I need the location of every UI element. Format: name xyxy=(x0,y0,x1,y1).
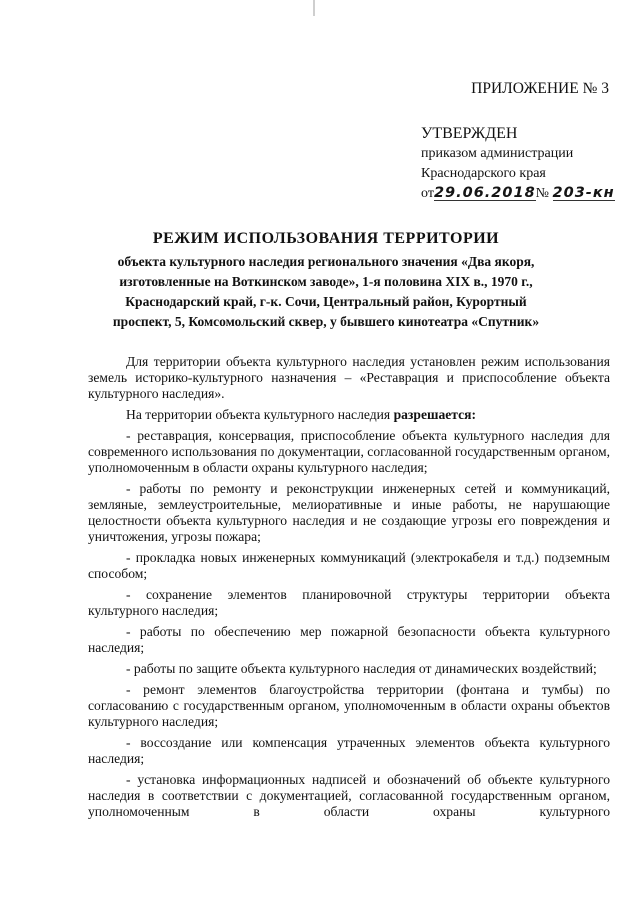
handwritten-date: 29.06.2018 xyxy=(433,185,536,201)
subtitle-line-3: Краснодарский край, г-к. Сочи, Центральный район, Курортный xyxy=(125,294,527,309)
approval-block xyxy=(421,124,615,204)
list-item: - работы по обеспечению мер пожарной безопасности объекта культурного наследия; xyxy=(88,624,610,655)
document-body xyxy=(88,354,610,820)
annex-label: ПРИЛОЖЕНИЕ № 3 xyxy=(471,80,609,97)
allowed-prefix: На территории объекта культурного наследия xyxy=(126,407,391,422)
subtitle-line-4: проспект, 5, Комсомольский сквер, у бывшего кинотеатра «Спутник» xyxy=(112,314,540,329)
subtitle-line-1: объекта культурного наследия регионального значения «Два якоря, xyxy=(117,254,535,269)
scan-top-mark xyxy=(313,0,315,16)
list-item: - сохранение элементов планировочной структуры территории объекта культурного наследия; xyxy=(88,587,610,618)
list-item: - ремонт элементов благоустройства территории (фонтана и тумбы) по согласованию с государственным органом, уполномоченным в области охраны объектов культурного наследия; xyxy=(88,682,610,729)
from-label: от xyxy=(421,186,434,201)
handwritten-number: 203-кн xyxy=(552,185,615,201)
allowed-keyword: разрешается: xyxy=(393,407,477,422)
list-item: - установка информационных надписей и обозначений об объекте культурного наследия в соответствии с документацией, согласованной государственным органом, уполномоченным в области охраны культурного xyxy=(88,772,610,819)
intro-paragraph: Для территории объекта культурного наследия установлен режим использования земель историко-культурного назначения – «Реставрация и приспособление объекта культурного наследия». xyxy=(88,354,610,401)
document-title xyxy=(60,230,592,332)
approval-line-1: приказом администрации xyxy=(421,146,574,161)
list-item: - работы по защите объекта культурного наследия от динамических воздействий; xyxy=(126,661,597,676)
list-item: - реставрация, консервация, приспособление объекта культурного наследия для современного использования по документации, согласованной государственным органом, уполномоченным в области охраны культурного наследия; xyxy=(88,428,610,475)
number-label: № xyxy=(535,186,550,201)
approval-date-line xyxy=(421,184,615,204)
list-item: - прокладка новых инженерных коммуникаций (электрокабеля и т.д.) подземным способом; xyxy=(88,550,610,581)
list-item: - работы по ремонту и реконструкции инженерных сетей и коммуникаций, земляные, землеустроительные, мелиоративные и иные работы, не нарушающие целостности объекта культурного наследия и не создающие угрозы его повреждения и уничтожения, угрозы пожара; xyxy=(88,481,610,544)
title-subtitle xyxy=(60,252,592,332)
allowed-heading xyxy=(88,407,610,423)
approval-status: УТВЕРЖДЕН xyxy=(421,125,518,142)
approval-line-2: Краснодарского края xyxy=(421,166,546,181)
title-heading: РЕЖИМ ИСПОЛЬЗОВАНИЯ ТЕРРИТОРИИ xyxy=(152,230,500,247)
list-item: - воссоздание или компенсация утраченных элементов объекта культурного наследия; xyxy=(88,735,610,766)
subtitle-line-2: изготовленные на Воткинском заводе», 1-я половина XIX в., 1970 г., xyxy=(119,274,533,289)
